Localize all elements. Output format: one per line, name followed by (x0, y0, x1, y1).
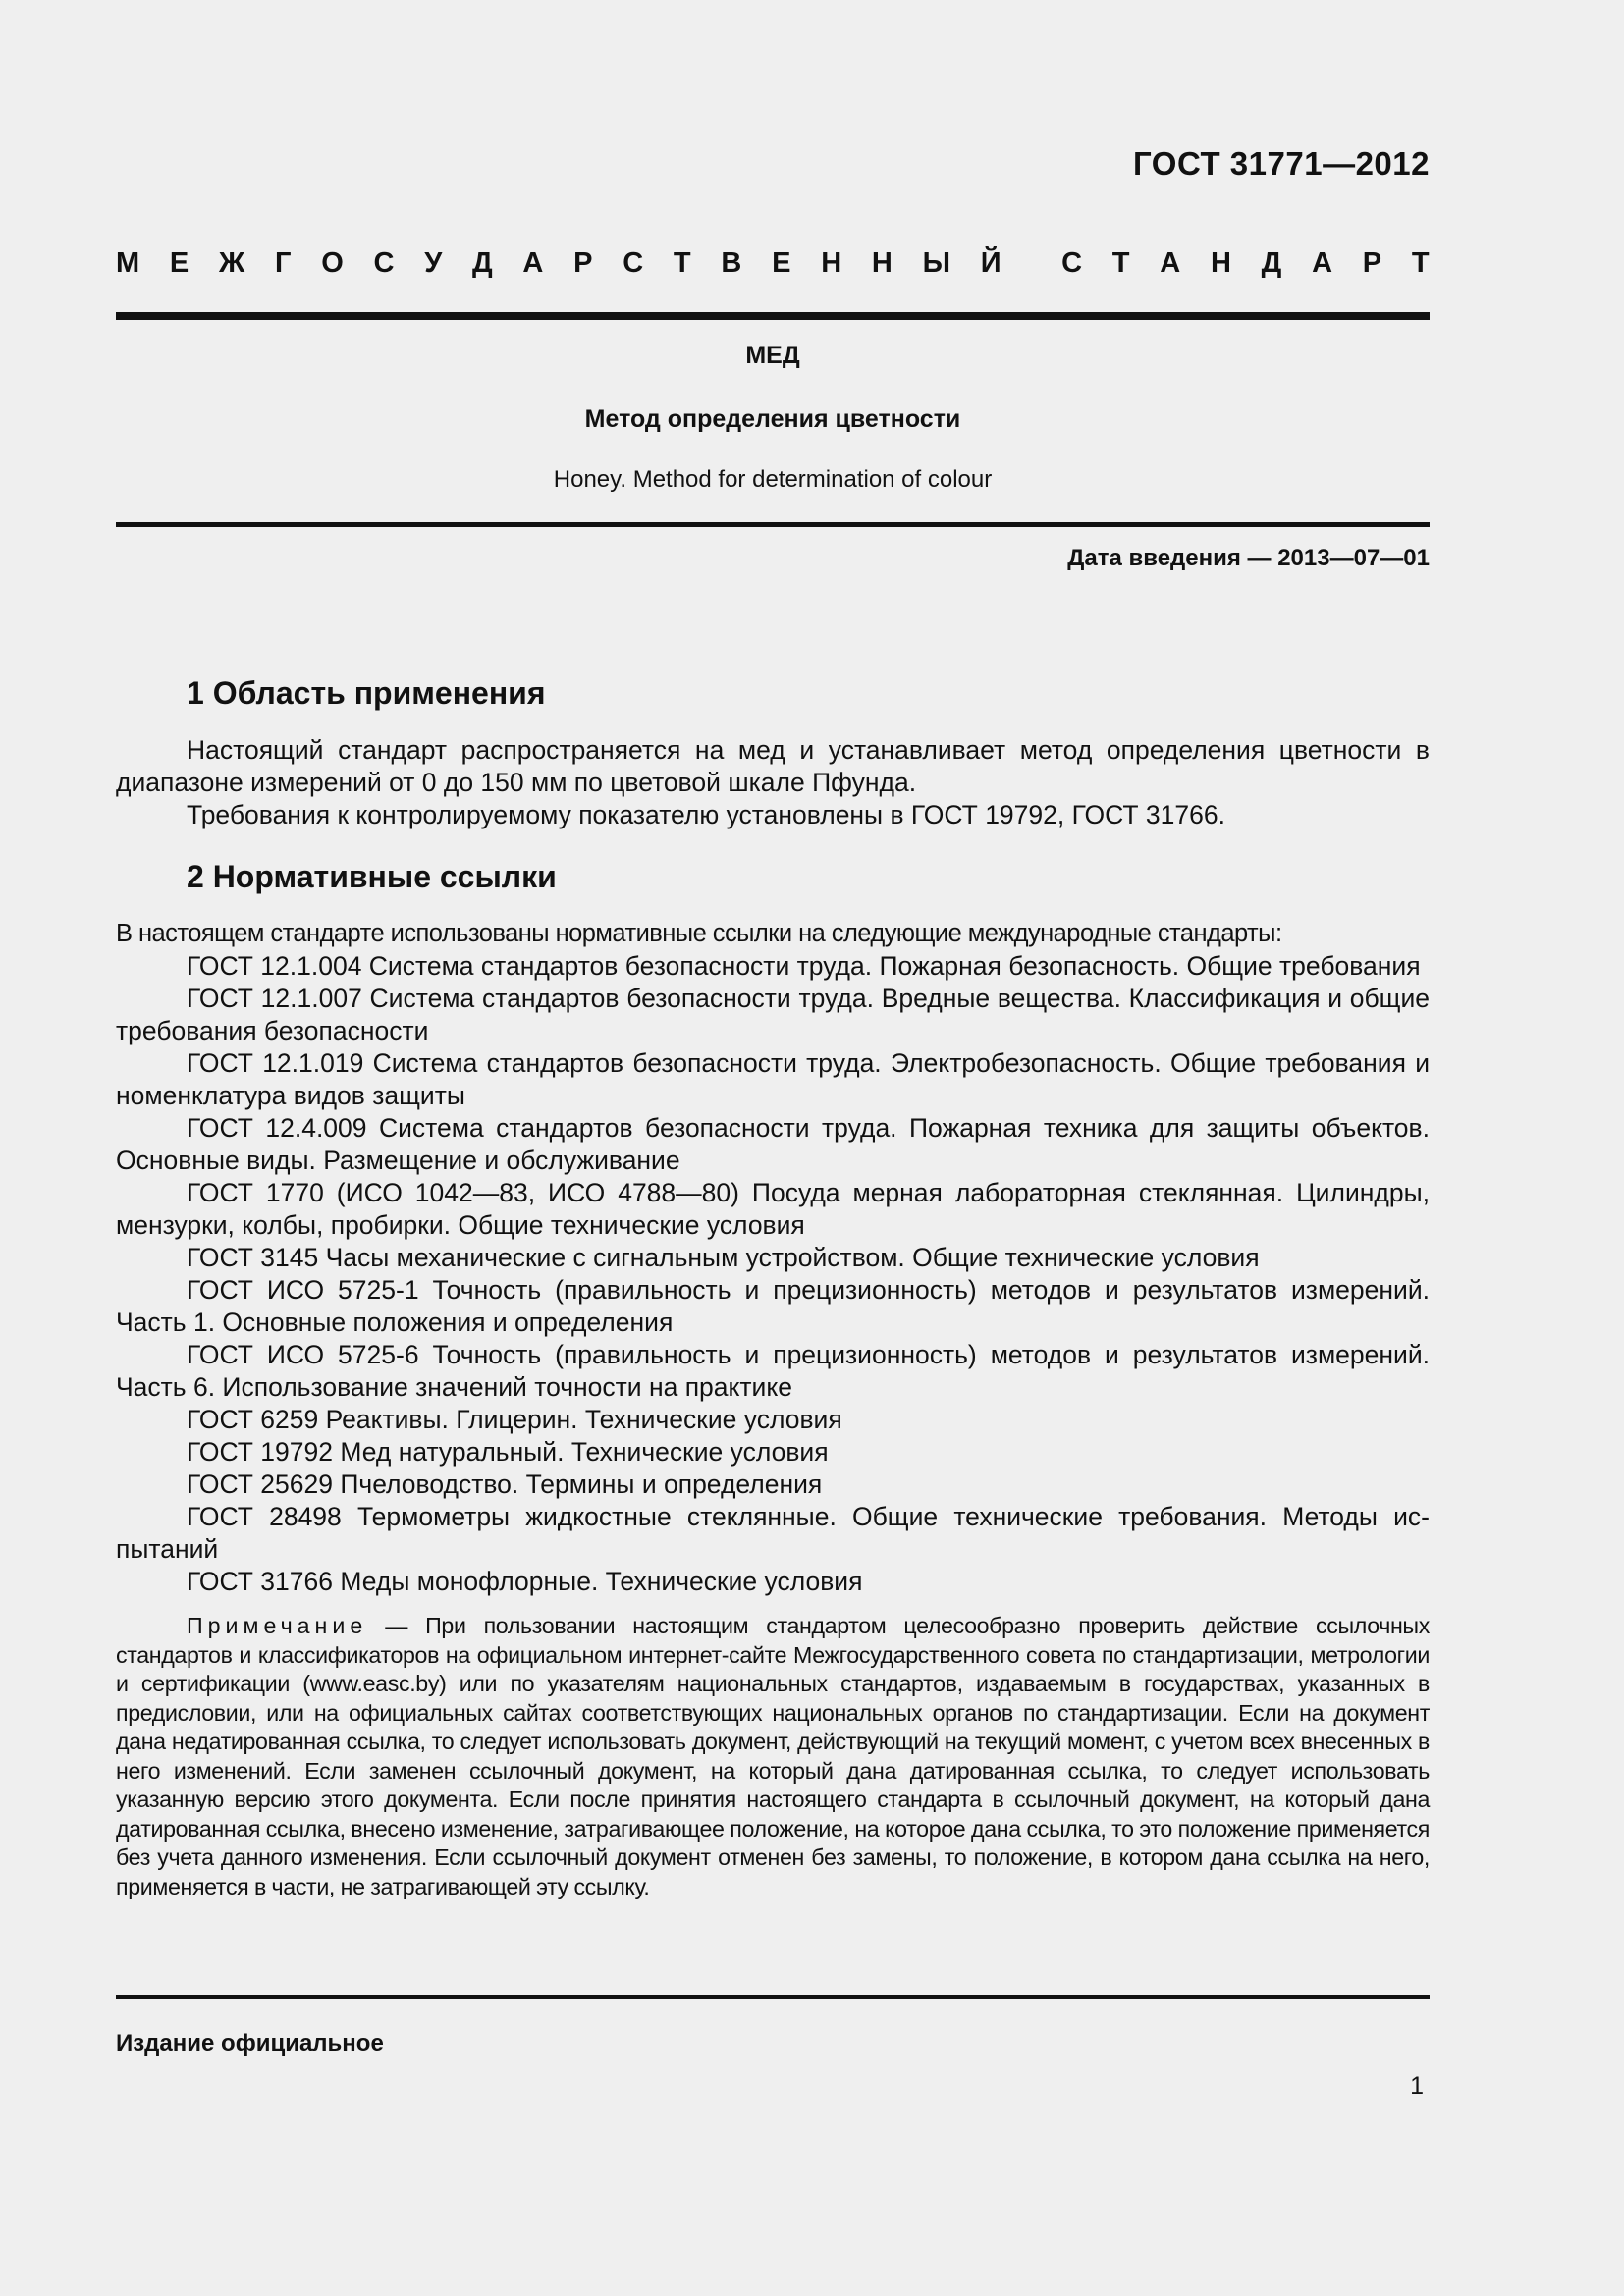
note (116, 1612, 1430, 1901)
reference-item: ГОСТ 6259 Реактивы. Глицерин. Технические условия (187, 1405, 842, 1434)
banner-letter: Р (1362, 247, 1382, 279)
reference-item: ГОСТ 1770 (ИСО 1042—83, ИСО 4788—80) Посуда мерная лабораторная стеклянная. Цилиндры, мензурки, колбы, пробирки. Общие технические условия (116, 1178, 1430, 1240)
reference-item: ГОСТ 12.4.009 Система стандартов безопасности труда. Пожарная техника для защиты объектов. Основные виды. Размещение и обслуживание (116, 1113, 1430, 1175)
banner-letter: Е (772, 247, 791, 279)
banner-letter: Г (274, 247, 292, 279)
paragraph: В настоящем стандарте использованы нормативные ссылки на следующие международные стандарты: (116, 920, 1282, 947)
paragraph: Требования к контролируемому показателю установлены в ГОСТ 19792, ГОСТ 31766. (187, 800, 1225, 829)
banner-letter: М (116, 247, 140, 279)
document-code: ГОСТ 31771—2012 (1133, 145, 1430, 182)
header-rule (116, 312, 1430, 320)
document-subtitle: Метод определения цветности (584, 405, 961, 433)
footer-rule (116, 1995, 1430, 1999)
reference-item: ГОСТ 28498 Термометры жидкостные стеклянные. Общие технические требования. Методы испытаний (116, 1502, 1430, 1564)
note-label: Примечание (187, 1613, 368, 1638)
standard-type-banner (116, 247, 1430, 280)
banner-letter: У (424, 247, 443, 279)
banner-letter: А (1160, 247, 1181, 279)
reference-item: ГОСТ 12.1.019 Система стандартов безопасности труда. Электробезопасность. Общие требования и номенклатура видов защиты (116, 1048, 1430, 1110)
banner-letter: Т (1411, 247, 1430, 279)
banner-letter: Д (472, 247, 493, 279)
reference-item: ГОСТ 12.1.004 Система стандартов безопасности труда. Пожарная безопасность. Общие требования (187, 951, 1421, 981)
title-rule (116, 522, 1430, 527)
paragraph: Настоящий стандарт распространяется на мед и устанавливает метод определения цветности в диапазоне измерений от 0 до 150 мм по цветовой шкале Пфунда. (116, 735, 1430, 797)
banner-letter: Й (980, 247, 1001, 279)
document-title: МЕД (745, 342, 800, 369)
banner-letter: Н (1210, 247, 1231, 279)
reference-item: ГОСТ 25629 Пчеловодство. Термины и определения (187, 1469, 823, 1499)
reference-item: ГОСТ ИСО 5725-6 Точность (правильность и прецизионность) методов и результатов измерений. Часть 6. Использование значений точности на практике (116, 1340, 1430, 1402)
introduction-date: Дата введения — 2013—07—01 (1067, 545, 1430, 571)
banner-letter: Е (169, 247, 189, 279)
document-page (116, 0, 1430, 2296)
banner-letter: А (522, 247, 544, 279)
note-text: — При пользовании настоящим стандартом целесообразно проверить действие ссылочных стандартов и классификаторов на официальном интернет-сайте Межгосударственного совета по стандартизации, метрологии и сертификации (www.easc.by) или по указателям национальных стандартов, издаваемым в государствах, указанных в предисловии, или на официальных сайтах соответствующих национальных органов по стандартизации. Если на документ дана недатированная ссылка, то следует использовать документ, действующий на текущий момент, с учетом всех внесенных в него изменений. Если заменен ссылочный документ, на который дана датированная ссылка, то следует использовать указанную версию этого документа. Если после принятия настоящего стандарта в ссылочный документ, на который дана датированная ссылка, внесено изменение, затрагивающее положение, на которое дана ссылка, то это положение применяется без учета данного изменения. Если ссылочный документ отменен без замены, то положение, в котором дана ссылка на него, применяется в части, не затрагивающей эту ссылку. (116, 1613, 1430, 1899)
banner-letter: Д (1261, 247, 1282, 279)
banner-letter: С (1061, 247, 1083, 279)
banner-letter: В (721, 247, 742, 279)
reference-item: ГОСТ 3145 Часы механические с сигнальным устройством. Общие технические условия (187, 1243, 1260, 1272)
reference-item: ГОСТ 12.1.007 Система стандартов безопасности труда. Вредные вещества. Классификация и общие требования безопасности (116, 984, 1430, 1045)
edition-label: Издание официальное (116, 2030, 384, 2056)
section-heading: 1 Область применения (187, 675, 546, 711)
reference-item: ГОСТ 19792 Мед натуральный. Технические условия (187, 1437, 829, 1467)
page-number: 1 (1410, 2072, 1424, 2100)
banner-letter: Т (673, 247, 691, 279)
banner-letter: Р (573, 247, 593, 279)
reference-item: ГОСТ ИСО 5725-1 Точность (правильность и прецизионность) методов и результатов измерений. Часть 1. Основные положения и определения (116, 1275, 1430, 1337)
banner-letter: С (373, 247, 395, 279)
banner-letter: Ы (922, 247, 950, 279)
document-body (116, 673, 1430, 1901)
banner-letter: Н (871, 247, 893, 279)
document-title-english: Honey. Method for determination of colour (553, 466, 993, 493)
banner-letter: Т (1111, 247, 1130, 279)
banner-letter: О (321, 247, 344, 279)
banner-letter: Н (821, 247, 842, 279)
banner-letter: С (623, 247, 644, 279)
banner-letter: А (1312, 247, 1333, 279)
section-heading: 2 Нормативные ссылки (187, 859, 557, 894)
banner-letter: Ж (219, 247, 245, 279)
reference-item: ГОСТ 31766 Меды монофлорные. Технические условия (187, 1567, 863, 1596)
